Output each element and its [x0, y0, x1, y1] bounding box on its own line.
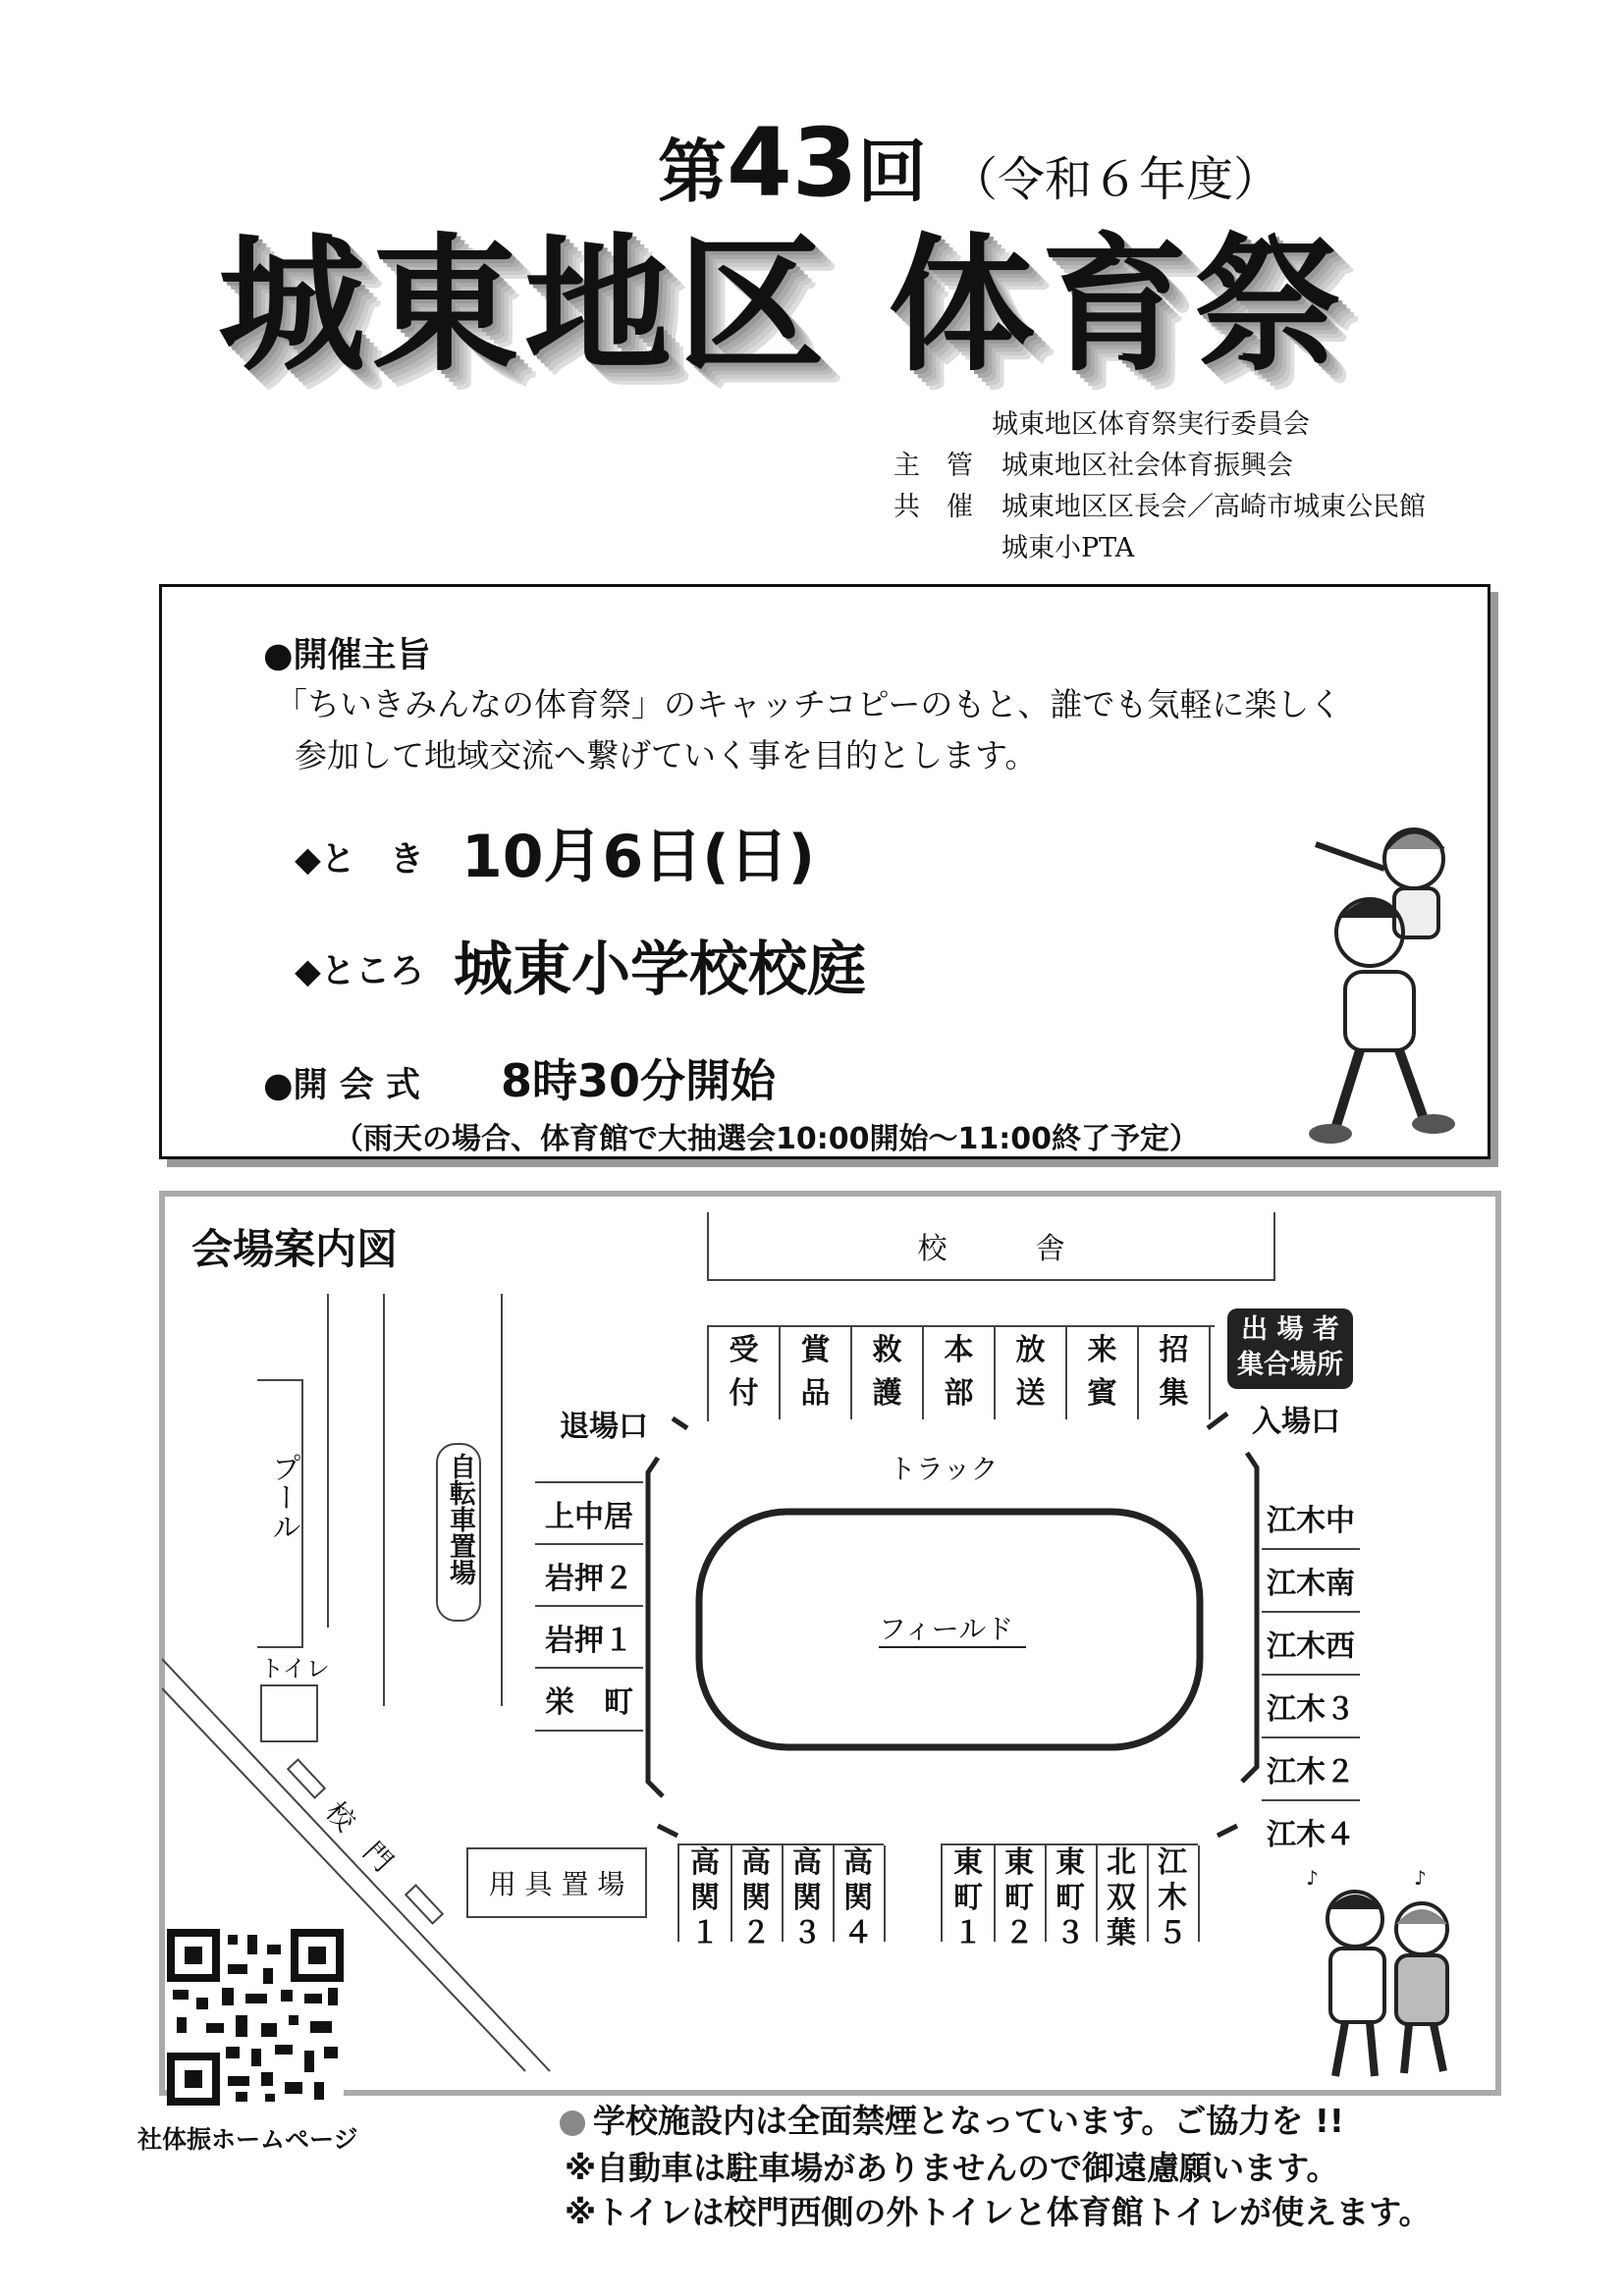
- edition-prefix: 第: [658, 132, 727, 212]
- svg-text:♪: ♪: [1306, 1866, 1319, 1890]
- lane-left-1: 上中居: [535, 1481, 643, 1544]
- bottom_lanes_left-0: 高 関 １: [679, 1845, 732, 1942]
- managed-label: 主 管: [893, 451, 973, 481]
- bottom_lanes_right-3: 北 双 葉: [1096, 1845, 1149, 1942]
- era-label: （令和６年度）: [949, 152, 1280, 207]
- couple-illustration: [1296, 1865, 1483, 2091]
- school-building: 校 舎: [707, 1212, 1275, 1281]
- lane-right-3: 江木西: [1262, 1613, 1360, 1676]
- lane-right-6: 江木４: [1267, 1818, 1355, 1852]
- lane-left-2: 岩押２: [535, 1543, 643, 1606]
- equipment-storage: 用 具 置 場: [466, 1847, 647, 1918]
- edition-suffix: 回: [857, 132, 927, 212]
- lane-left-3: 岩押１: [535, 1605, 643, 1668]
- page-title: 城東地区 体育祭: [218, 221, 1348, 392]
- pool-label: プール: [266, 1453, 300, 1541]
- assembly-area-line-1: 出 場 者: [1241, 1314, 1339, 1345]
- bottom_lanes_left-1: 高 関 ２: [731, 1845, 784, 1942]
- road-line-1: [327, 1294, 329, 1628]
- bottom_lanes_right-0: 東 町 １: [943, 1845, 996, 1942]
- lane-right-1: 江木中: [1262, 1487, 1360, 1550]
- road-line-2: [383, 1294, 385, 1706]
- booth-6: 招 集: [1139, 1325, 1211, 1419]
- bottom_lanes_left-2: 高 関 ３: [782, 1845, 835, 1942]
- managed-by: [893, 444, 1293, 482]
- toilet-label: トイレ: [260, 1655, 330, 1682]
- gray-circle-icon: [560, 2110, 585, 2136]
- organizer: [884, 402, 1310, 441]
- booth-4: 放 送: [996, 1325, 1067, 1419]
- where-value: 城東小学校校庭: [454, 935, 866, 1004]
- note-toilet: ※トイレは校門西側の外トイレと体育館トイレが使えます。: [565, 2193, 1432, 2231]
- managed-name: 城東地区社会体育振興会: [1001, 451, 1293, 481]
- opening-label: ●開 会 式: [263, 1066, 420, 1105]
- when-value: 10月6日(日): [461, 823, 816, 891]
- lane-left-4: 栄 町: [535, 1667, 643, 1732]
- entrance-label: 入場口: [1252, 1405, 1340, 1439]
- cosponsor-name-1: 城東地区区長会／高崎市城東公民館: [1001, 492, 1426, 522]
- bottom_lanes_right-4: 江 木 ５: [1147, 1845, 1200, 1942]
- cosponsor: [893, 485, 1426, 523]
- no-smoking-text: 学校施設内は全面禁煙となっています。ご協力を !!: [593, 2102, 1344, 2140]
- track-label: トラック: [889, 1453, 999, 1485]
- qr-code: [167, 1929, 344, 2106]
- map-title: 会場案内図: [191, 1225, 399, 1273]
- school-gate-label: 校 門: [319, 1795, 400, 1878]
- bottom_lanes_left-3: 高 関 ４: [833, 1845, 886, 1942]
- booth-0: 受 付: [709, 1325, 781, 1419]
- bicycle-parking-label: 自転車置場: [445, 1453, 475, 1585]
- note-parking: ※自動車は駐車場がありませんので御遠慮願います。: [565, 2149, 1339, 2187]
- booth-3: 本 部: [924, 1325, 996, 1419]
- booth-1: 賞 品: [781, 1325, 852, 1419]
- opening-value: 8時30分開始: [501, 1054, 777, 1107]
- cosponsor-label: 共 催: [893, 492, 973, 522]
- parent-child-illustration: [1296, 815, 1483, 1148]
- no-smoking-notice: [560, 2096, 1344, 2142]
- svg-text:♪: ♪: [1414, 1866, 1427, 1890]
- booth-5: 来 賓: [1067, 1325, 1139, 1419]
- purpose-line-1: 「ちいきみんなの体育祭」のキャッチコピーのもと、誰でも気軽に楽しく: [275, 685, 1342, 723]
- rain-note: （雨天の場合、体育館で大抽選会10:00開始～11:00終了予定）: [334, 1122, 1199, 1156]
- bottom_lanes_right-2: 東 町 ３: [1045, 1845, 1098, 1942]
- lane-right-4: 江木３: [1262, 1676, 1360, 1738]
- organizer-name: 城東地区体育祭実行委員会: [992, 409, 1310, 440]
- assembly-area-badge: [1227, 1308, 1353, 1389]
- road-line-3: [501, 1294, 503, 1706]
- field-label: フィールド: [879, 1613, 1014, 1645]
- lane-right-5: 江木２: [1262, 1738, 1360, 1801]
- when-label: ◆と き: [295, 840, 424, 880]
- qr-caption: 社体振ホームページ: [137, 2125, 358, 2154]
- lane-right-2: 江木南: [1262, 1550, 1360, 1613]
- purpose-line-2: 参加して地域交流へ繋げていく事を目的とします。: [295, 736, 1038, 774]
- exit-label: 退場口: [560, 1410, 648, 1444]
- where-label: ◆ところ: [295, 952, 424, 991]
- bottom_lanes_right-1: 東 町 ２: [994, 1845, 1047, 1942]
- edition-number: 43: [727, 108, 858, 218]
- purpose-heading: ●開催主旨: [263, 636, 431, 675]
- booth-2: 救 護: [852, 1325, 924, 1419]
- assembly-area-line-2: 集合場所: [1237, 1350, 1343, 1380]
- cosponsor-2: 城東小PTA: [1001, 533, 1135, 563]
